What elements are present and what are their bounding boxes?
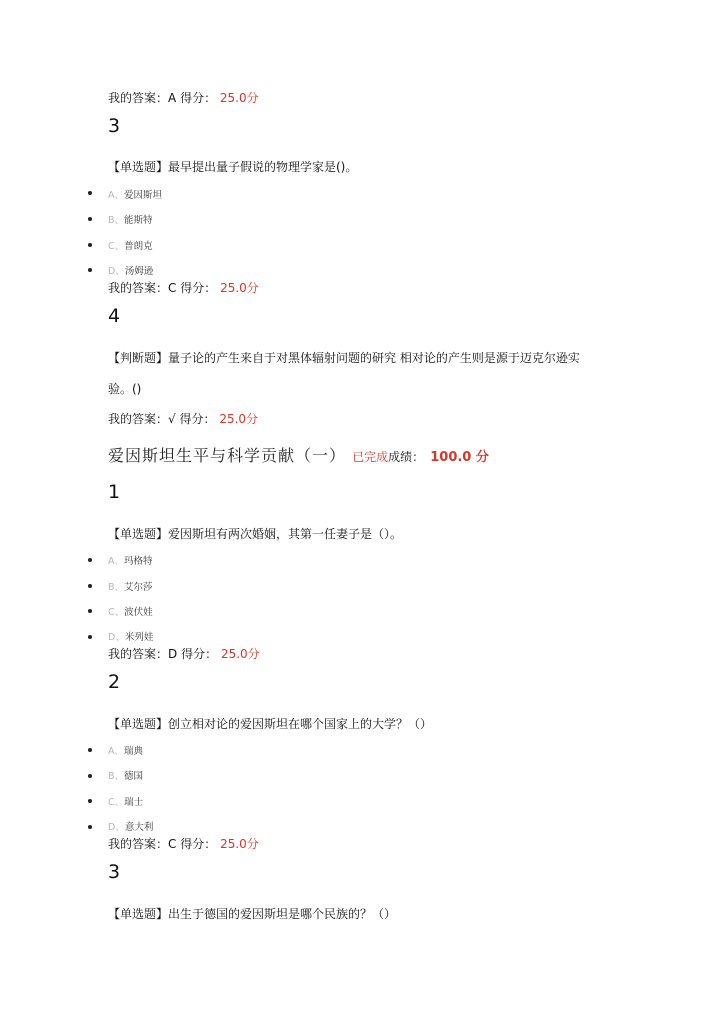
answer-line (108, 89, 259, 106)
question-number: 3 (108, 861, 121, 883)
option-b[interactable]: B、德国 (108, 771, 144, 782)
my-answer-label: 我的答案： (108, 91, 169, 105)
option-bullet (88, 217, 92, 221)
option-d[interactable]: D、汤姆逊 (108, 266, 154, 277)
question-text: 【单选题】爱因斯坦有两次婚姻，其第一任妻子是（）。 (108, 527, 403, 541)
answer-line (108, 835, 259, 852)
score-label: 得分： (180, 837, 217, 851)
my-answer-label: 我的答案： (108, 647, 169, 661)
answer-value: √ (168, 412, 176, 426)
option-d[interactable]: D、意大利 (108, 822, 154, 833)
option-bullet (88, 748, 92, 752)
answer-line (108, 410, 258, 427)
option-d[interactable]: D、米列娃 (108, 632, 154, 643)
option-bullet (88, 825, 92, 829)
option-a[interactable]: A、玛格特 (108, 556, 153, 567)
answer-value: D (168, 647, 178, 661)
grade-label: 成绩： (388, 450, 425, 464)
option-c[interactable]: C、瑞士 (108, 797, 144, 808)
question-text: 【单选题】最早提出量子假说的物理学家是()。 (108, 160, 358, 174)
option-bullet (88, 584, 92, 588)
question-number: 3 (108, 115, 121, 137)
score-label: 得分： (180, 91, 217, 105)
option-bullet (88, 268, 92, 272)
option-c[interactable]: C、波伏娃 (108, 607, 153, 618)
question-text-continued: 验。() (108, 382, 142, 396)
section-status: 已完成 (352, 450, 389, 464)
question-number: 1 (108, 481, 121, 503)
option-bullet (88, 799, 92, 803)
option-bullet (88, 191, 92, 195)
option-bullet (88, 774, 92, 778)
my-answer-label: 我的答案： (108, 837, 169, 851)
option-b[interactable]: B、能斯特 (108, 215, 153, 226)
score-value: 25.0分 (220, 837, 259, 851)
question-text: 【判断题】量子论的产生来自于对黑体辐射问题的研究 相对论的产生则是源于迈克尔逊实 (108, 351, 580, 365)
score-value: 25.0分 (220, 647, 260, 661)
answer-value: C (168, 281, 177, 295)
answer-line (108, 645, 260, 662)
option-b[interactable]: B、艾尔莎 (108, 582, 153, 593)
option-a[interactable]: A、爱因斯坦 (108, 190, 163, 201)
question-text: 【单选题】出生于德国的爱因斯坦是哪个民族的？（） (108, 907, 397, 921)
question-number: 4 (108, 305, 121, 327)
score-label: 得分： (179, 412, 216, 426)
question-text: 【单选题】创立相对论的爱因斯坦在哪个国家上的大学？（） (108, 717, 433, 731)
option-bullet (88, 609, 92, 613)
section-score: 100.0 分 (430, 450, 489, 465)
option-bullet (88, 635, 92, 639)
score-value: 25.0分 (219, 412, 259, 426)
score-label: 得分： (181, 647, 218, 661)
score-label: 得分： (180, 281, 217, 295)
question-number: 2 (108, 671, 121, 693)
answer-value: A (168, 91, 177, 105)
option-c[interactable]: C、普朗克 (108, 241, 153, 252)
option-bullet (88, 558, 92, 562)
option-a[interactable]: A、瑞典 (108, 746, 144, 757)
option-bullet (88, 243, 92, 247)
answer-line (108, 279, 259, 296)
answer-value: C (168, 837, 177, 851)
my-answer-label: 我的答案： (108, 412, 169, 426)
score-value: 25.0分 (219, 91, 259, 105)
my-answer-label: 我的答案： (108, 281, 169, 295)
score-value: 25.0分 (220, 281, 259, 295)
section-title: 爱因斯坦生平与科学贡献（一） (108, 446, 347, 465)
section-heading (108, 443, 489, 466)
